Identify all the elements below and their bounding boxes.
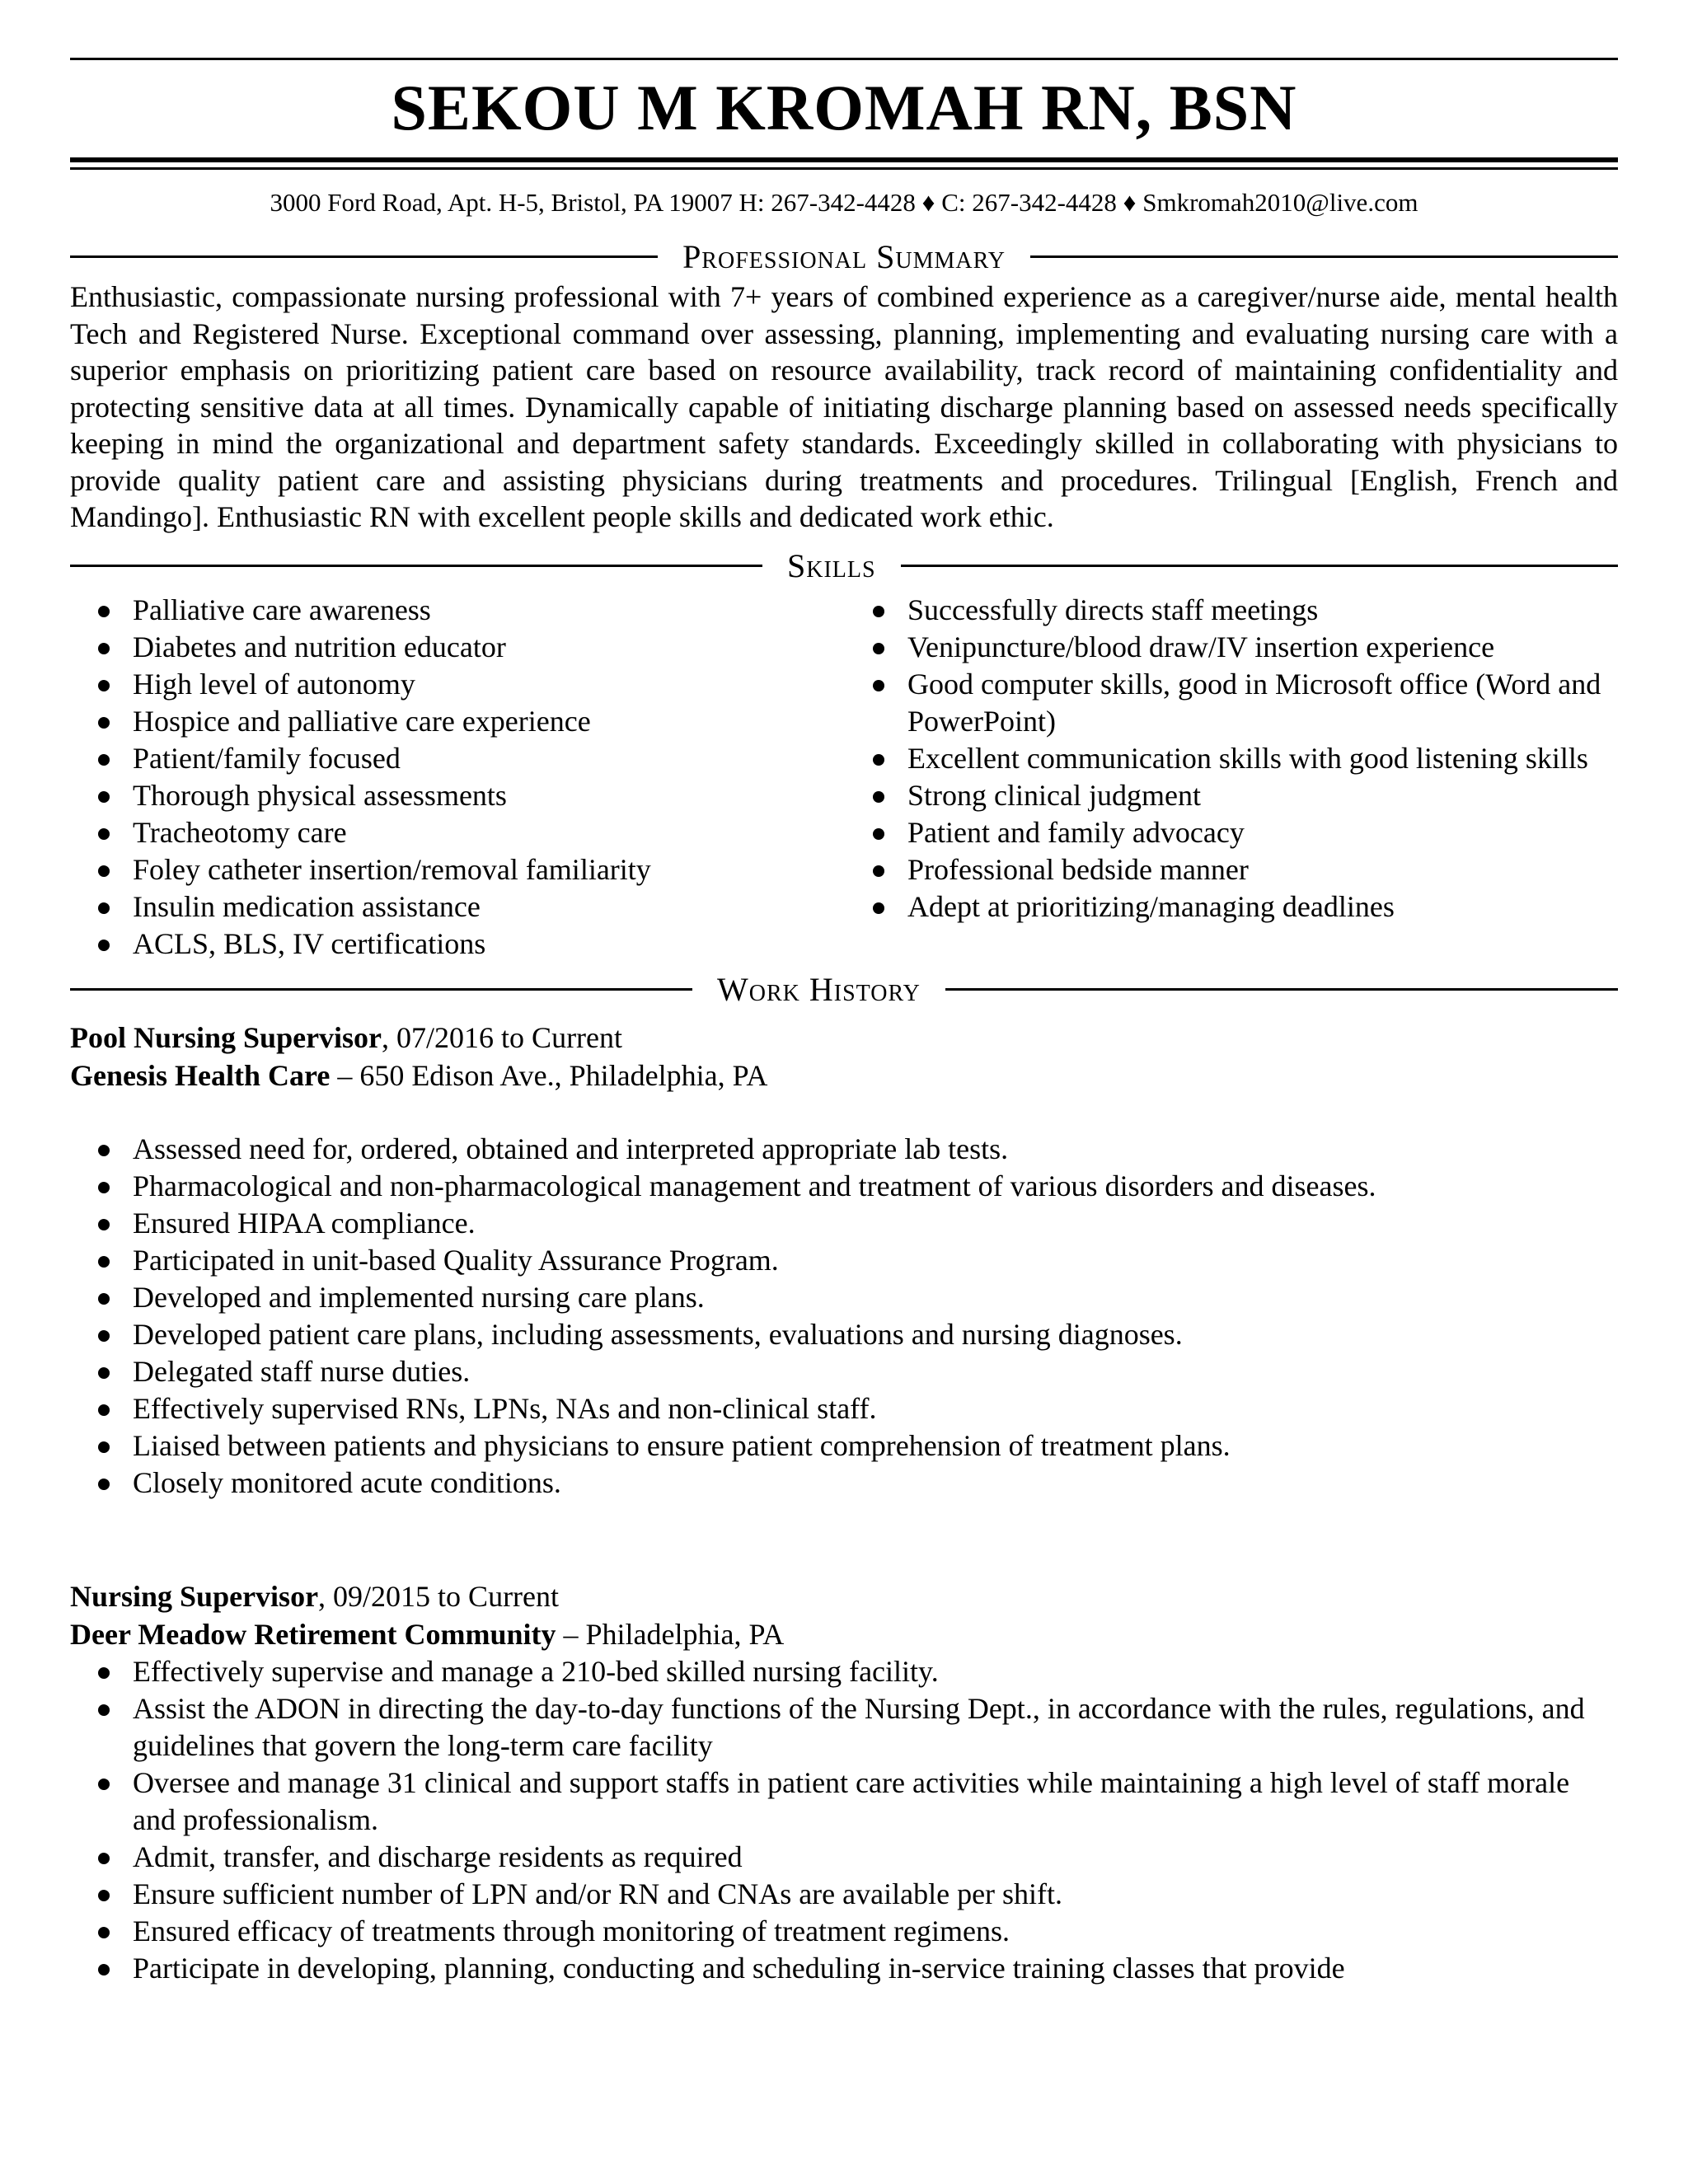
job-location: – Philadelphia, PA — [556, 1617, 785, 1651]
bullet-icon — [98, 754, 110, 766]
bullet-icon — [873, 754, 884, 766]
bullet-icon — [98, 1927, 110, 1938]
duty-item: Admit, transfer, and discharge residents as required — [70, 1839, 1618, 1876]
bullet-icon — [98, 1330, 110, 1342]
job-duties-list — [70, 1653, 1618, 1987]
job-company: Deer Meadow Retirement Community — [70, 1617, 556, 1651]
bullet-icon — [98, 1964, 110, 1975]
work-section-title: Work History — [717, 971, 921, 1008]
bullet-icon — [98, 1293, 110, 1305]
bullet-icon — [98, 717, 110, 729]
bullet-icon — [98, 902, 110, 914]
duty-item: Ensured efficacy of treatments through monitoring of treatment regimens. — [70, 1913, 1618, 1950]
duty-item: Developed and implemented nursing care plans. — [70, 1279, 1618, 1316]
bullet-icon — [873, 828, 884, 840]
resume-page — [70, 58, 1618, 1987]
duty-item: Delegated staff nurse duties. — [70, 1353, 1618, 1390]
bullet-icon — [98, 865, 110, 877]
skill-item: ACLS, BLS, IV certifications — [70, 926, 845, 963]
name-double-rule — [70, 157, 1618, 170]
duty-item: Developed patient care plans, including assessments, evaluations and nursing diagnoses. — [70, 1316, 1618, 1353]
section-rule-right — [945, 988, 1618, 991]
bullet-icon — [98, 1219, 110, 1230]
duty-item: Liaised between patients and physicians to ensure patient comprehension of treatment plans. — [70, 1427, 1618, 1465]
section-rule-right — [901, 565, 1618, 567]
section-rule-left — [70, 255, 658, 258]
bullet-icon — [873, 865, 884, 877]
job-dates: , 07/2016 to Current — [382, 1020, 623, 1054]
skill-item: Insulin medication assistance — [70, 888, 845, 926]
duty-item: Participated in unit-based Quality Assurance Program. — [70, 1242, 1618, 1279]
bullet-icon — [873, 902, 884, 914]
bullet-icon — [98, 606, 110, 617]
bullet-icon — [873, 791, 884, 803]
bullet-icon — [98, 1182, 110, 1193]
summary-section-header — [70, 237, 1618, 275]
skill-item: Palliative care awareness — [70, 592, 845, 629]
bullet-icon — [98, 1145, 110, 1156]
bullet-icon — [98, 1704, 110, 1716]
job-location: – 650 Edison Ave., Philadelphia, PA — [330, 1058, 768, 1092]
job-dates: , 09/2015 to Current — [318, 1579, 560, 1613]
top-rule — [70, 58, 1618, 60]
section-rule-left — [70, 565, 762, 567]
bullet-icon — [98, 791, 110, 803]
bullet-icon — [873, 680, 884, 691]
bullet-icon — [98, 680, 110, 691]
skills-list — [70, 592, 1618, 963]
bullet-icon — [98, 1367, 110, 1379]
bullet-icon — [98, 1779, 110, 1790]
job-duties-list — [70, 1131, 1618, 1502]
summary-section-title: Professional Summary — [682, 237, 1006, 275]
bullet-icon — [98, 1404, 110, 1416]
job-company-line — [70, 1057, 1618, 1094]
duty-item: Closely monitored acute conditions. — [70, 1465, 1618, 1502]
skills-section-header — [70, 547, 1618, 585]
skill-item: Good computer skills, good in Microsoft office (Word and PowerPoint) — [845, 666, 1618, 740]
skill-item: Professional bedside manner — [845, 851, 1618, 888]
duty-item: Participate in developing, planning, conducting and scheduling in-service training classes that provide — [70, 1950, 1618, 1987]
skill-item: High level of autonomy — [70, 666, 845, 703]
job-role: Pool Nursing Supervisor — [70, 1020, 382, 1054]
duty-item: Effectively supervise and manage a 210-bed skilled nursing facility. — [70, 1653, 1618, 1690]
job-company-line — [70, 1615, 1618, 1653]
skills-right-column — [845, 592, 1618, 963]
job-entry — [70, 1019, 1618, 1502]
skill-item: Venipuncture/blood draw/IV insertion experience — [845, 629, 1618, 666]
summary-text: Enthusiastic, compassionate nursing professional with 7+ years of combined experience as a caregiver/nurse aide, mental health Tech and Registered Nurse. Exceptional command over assessing, planning, implementing and evaluating nursing care with a superior emphasis on prioritizing patient care based on resource availability, track record of maintaining confidentiality and protecting sensitive data at all times. Dynamically capable of initiating discharge planning based on assessed needs specifically keeping in mind the organizational and department safety standards. Exceedingly skilled in collaborating with physicians to provide quality patient care and assisting physicians during treatments and procedures. Trilingual [English, French and Mandingo]. Enthusiastic RN with excellent people skills and dedicated work ethic. — [70, 280, 1618, 533]
job-title-line — [70, 1577, 1618, 1615]
bullet-icon — [98, 1441, 110, 1453]
skill-item: Diabetes and nutrition educator — [70, 629, 845, 666]
bullet-icon — [98, 643, 110, 654]
skill-item: Tracheotomy care — [70, 814, 845, 851]
candidate-name: SEKOU M KROMAH RN, BSN — [391, 72, 1297, 143]
contact-line: 3000 Ford Road, Apt. H-5, Bristol, PA 19007 H: 267-342-4428 ♦ C: 267-342-4428 ♦ Smkromah2010@live.com — [270, 188, 1418, 217]
skills-section-title: Skills — [787, 547, 876, 584]
bullet-icon — [98, 1853, 110, 1864]
skill-item: Foley catheter insertion/removal familiarity — [70, 851, 845, 888]
skills-left-column — [70, 592, 845, 963]
skill-item: Excellent communication skills with good listening skills — [845, 740, 1618, 777]
duty-item: Oversee and manage 31 clinical and support staffs in patient care activities while maintaining a high level of staff morale and professionalism. — [70, 1765, 1618, 1839]
job-title-line — [70, 1019, 1618, 1057]
duty-item: Assessed need for, ordered, obtained and interpreted appropriate lab tests. — [70, 1131, 1618, 1168]
skill-item: Patient and family advocacy — [845, 814, 1618, 851]
job-entry — [70, 1577, 1618, 1987]
bullet-icon — [98, 1667, 110, 1679]
duty-item: Pharmacological and non-pharmacological management and treatment of various disorders and diseases. — [70, 1168, 1618, 1205]
bullet-icon — [98, 940, 110, 951]
duty-item: Ensured HIPAA compliance. — [70, 1205, 1618, 1242]
bullet-icon — [98, 828, 110, 840]
skill-item: Thorough physical assessments — [70, 777, 845, 814]
skill-item: Adept at prioritizing/managing deadlines — [845, 888, 1618, 926]
work-section-header — [70, 971, 1618, 1009]
section-rule-left — [70, 988, 692, 991]
duty-item: Effectively supervised RNs, LPNs, NAs and non-clinical staff. — [70, 1390, 1618, 1427]
job-company: Genesis Health Care — [70, 1058, 331, 1092]
bullet-icon — [873, 606, 884, 617]
bullet-icon — [98, 1479, 110, 1490]
duty-item: Assist the ADON in directing the day-to-day functions of the Nursing Dept., in accordance with the rules, regulations, and guidelines that govern the long-term care facility — [70, 1690, 1618, 1765]
section-rule-right — [1030, 255, 1618, 258]
skill-item: Successfully directs staff meetings — [845, 592, 1618, 629]
bullet-icon — [873, 643, 884, 654]
skill-item: Patient/family focused — [70, 740, 845, 777]
bullet-icon — [98, 1256, 110, 1268]
duty-item: Ensure sufficient number of LPN and/or RN and CNAs are available per shift. — [70, 1876, 1618, 1913]
skill-item: Hospice and palliative care experience — [70, 703, 845, 740]
bullet-icon — [98, 1890, 110, 1901]
skill-item: Strong clinical judgment — [845, 777, 1618, 814]
job-role: Nursing Supervisor — [70, 1579, 319, 1613]
